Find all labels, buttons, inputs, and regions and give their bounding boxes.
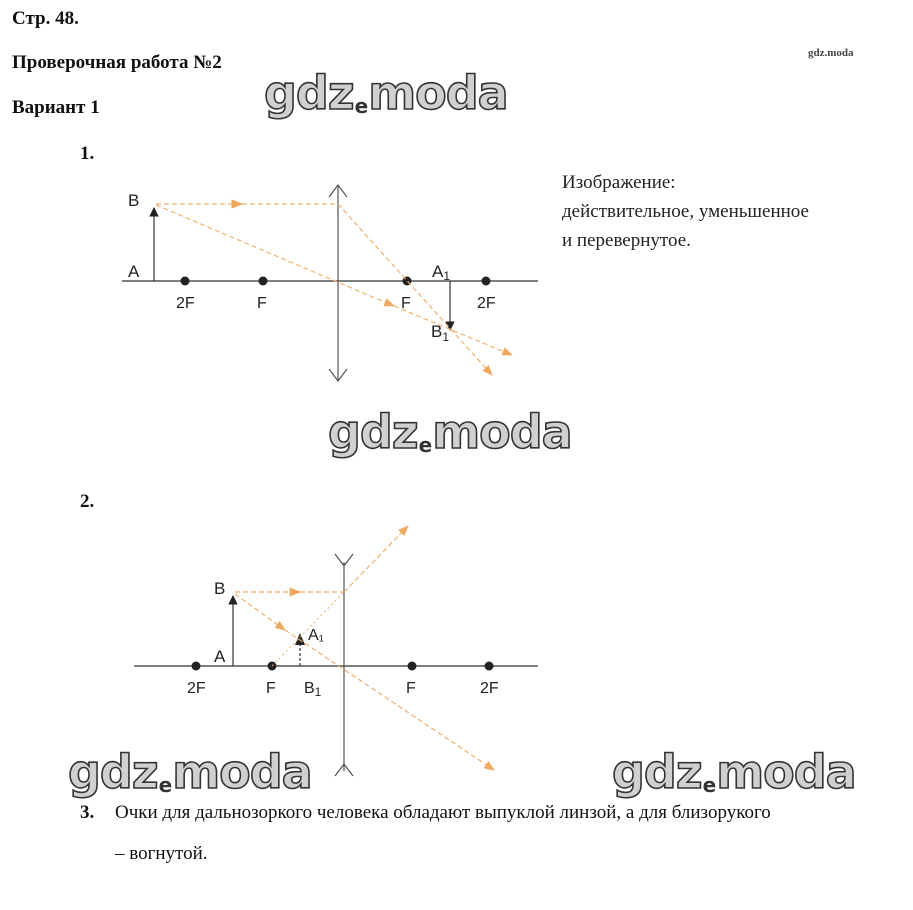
label-a1: A1 (432, 262, 451, 283)
label-a: A (128, 262, 140, 281)
caption-title: Изображение: (562, 172, 676, 193)
label-2f-left: 2F (187, 680, 206, 697)
task3-line: Очки для дальнозоркого человека обладают выпуклой линзой, а для близорукого (115, 802, 771, 823)
ray-central (235, 594, 285, 630)
ray-central (285, 630, 494, 770)
label-2f-left: 2F (176, 295, 195, 312)
ray-central (394, 306, 512, 355)
label-b: B (128, 191, 140, 210)
label-f-left: F (257, 295, 267, 312)
focus-point-2f-right (485, 662, 494, 671)
watermark: gdzemoda (612, 745, 856, 799)
page-number: Стр. 48. (12, 8, 79, 29)
label-2f-right: 2F (477, 295, 496, 312)
watermark: gdzemoda (328, 405, 572, 459)
label-f-left: F (266, 680, 276, 697)
task2-number: 2. (80, 491, 95, 512)
focus-point-f-right (408, 662, 417, 671)
task3-line: – вогнутой. (115, 843, 208, 864)
focus-point-2f-left (181, 277, 190, 286)
focus-point-2f-left (192, 662, 201, 671)
focus-point-f-left (259, 277, 268, 286)
watermark: gdzemoda (264, 66, 508, 120)
label-b1: B1 (304, 680, 322, 699)
ray-central (156, 205, 394, 306)
label-b1: $B_1$ (431, 322, 450, 344)
label-f-right: F (401, 295, 411, 312)
image-arrowhead (295, 633, 305, 645)
site-label: gdz.moda (808, 47, 854, 59)
label-2f-right: 2F (480, 680, 499, 697)
label-b: B (214, 579, 226, 598)
label-a1: A₁ (308, 627, 325, 644)
caption-line: действительное, уменьшенное (562, 201, 809, 222)
task1-number: 1. (80, 143, 95, 164)
task3-number: 3. (80, 802, 95, 823)
work-title: Проверочная работа №2 (12, 52, 222, 73)
focus-point-2f-right (482, 277, 491, 286)
variant-title: Вариант 1 (12, 97, 100, 118)
watermark: gdzemoda (68, 745, 312, 799)
caption-line: и перевернутое. (562, 230, 691, 251)
ray-diverged (344, 526, 408, 592)
label-a: A (214, 647, 226, 666)
label-f-right: F (406, 680, 416, 697)
ray-refracted (338, 204, 492, 375)
